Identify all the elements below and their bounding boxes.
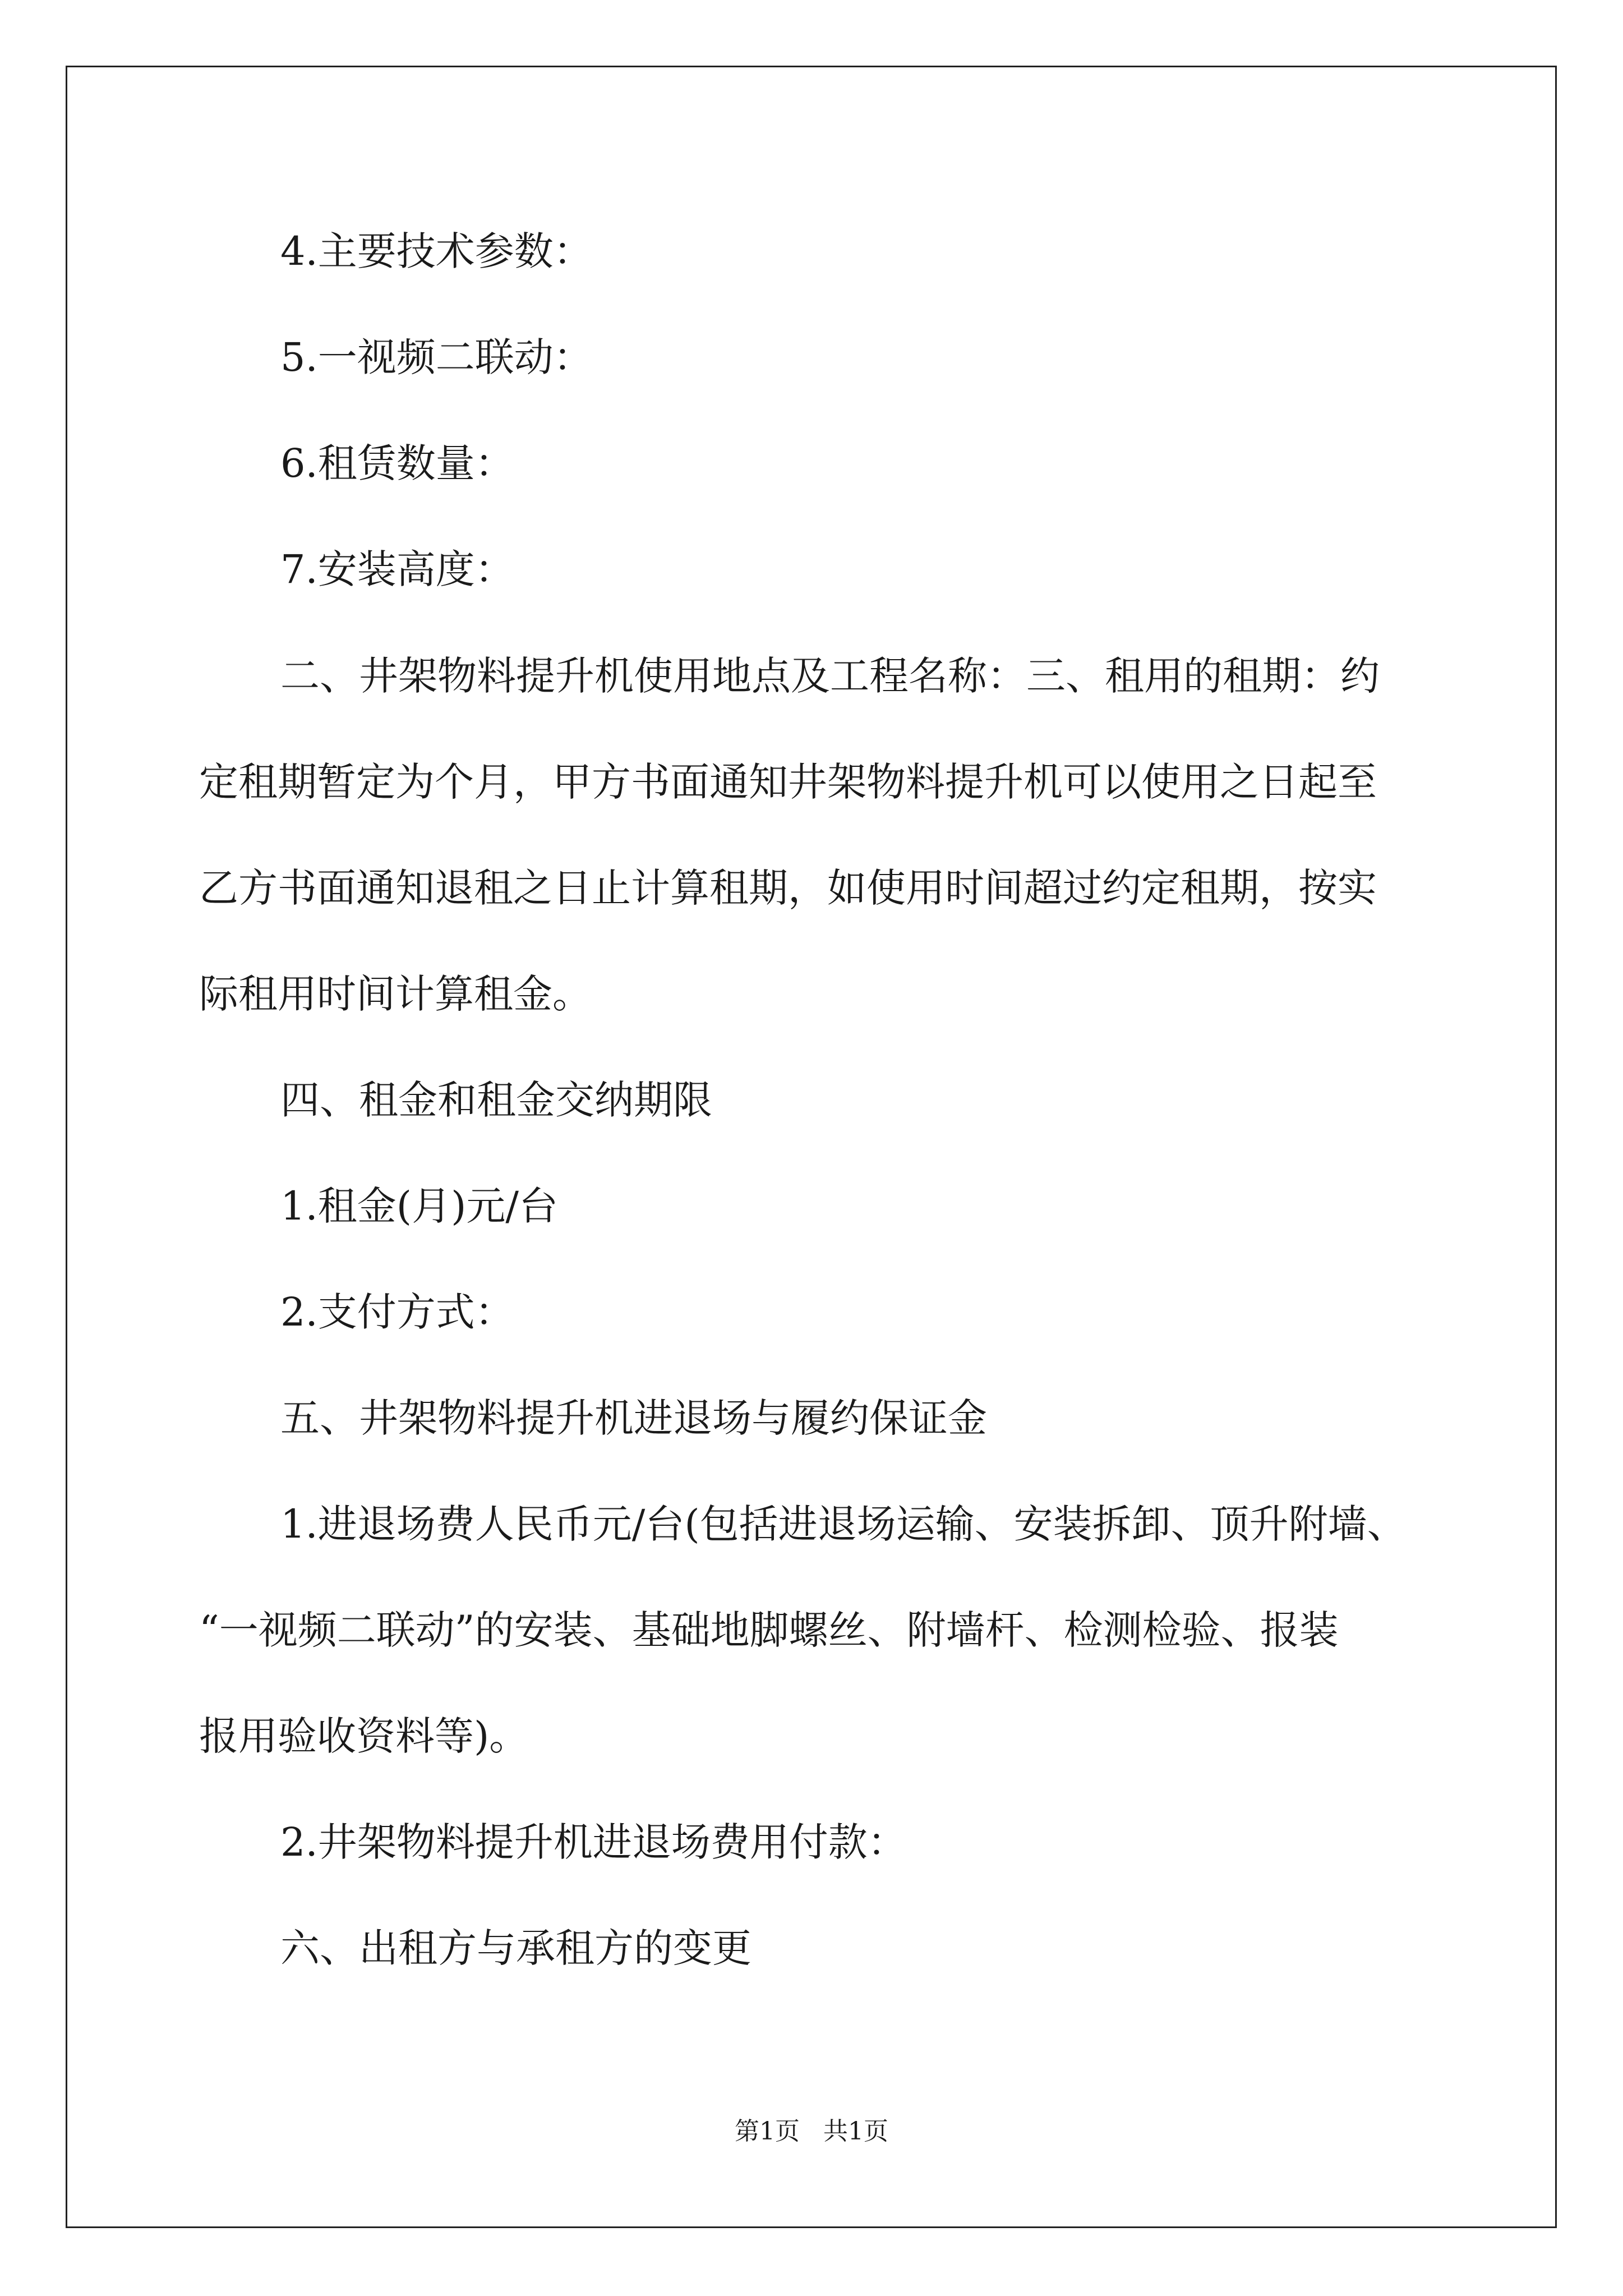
section-two-heading: 二、井架物料提升机使用地点及工程名称：三、租用的租期：约 [280,653,1380,699]
paragraph-line: 定租期暂定为个月，甲方书面通知井架物料提升机可以使用之日起至 [199,759,1377,805]
paragraph-line: 际租用时间计算租金。 [199,971,592,1017]
page-number-footer: 第1页 共1页 [735,2117,888,2146]
page-border [66,66,1557,2228]
list-item-technical-params: 4.主要技术参数： [280,228,593,274]
list-item-rental-quantity: 6.租赁数量： [280,440,514,486]
list-item-payment-method: 2.支付方式： [280,1289,514,1335]
list-item-fee-payment: 2.井架物料提升机进退场费用付款： [280,1819,907,1865]
section-six-heading: 六、出租方与承租方的变更 [280,1925,751,1971]
list-item-rent: 1.租金(月)元/台 [280,1183,558,1229]
paragraph-line: “一视频二联动”的安装、基础地脚螺丝、附墙杆、检测检验、报装 [199,1607,1339,1653]
list-item-entry-exit-fee: 1.进退场费人民币元/台(包括进退场运输、安装拆卸、顶升附墙、 [280,1501,1407,1547]
section-four-heading: 四、租金和租金交纳期限 [280,1077,712,1123]
section-five-heading: 五、井架物料提升机进退场与履约保证金 [280,1395,987,1441]
list-item-install-height: 7.安装高度： [280,546,514,592]
paragraph-line: 乙方书面通知退租之日止计算租期，如使用时间超过约定租期，按实 [199,865,1377,911]
list-item-video-linkage: 5.一视频二联动： [280,334,593,380]
paragraph-line: 报用验收资料等)。 [199,1713,529,1759]
